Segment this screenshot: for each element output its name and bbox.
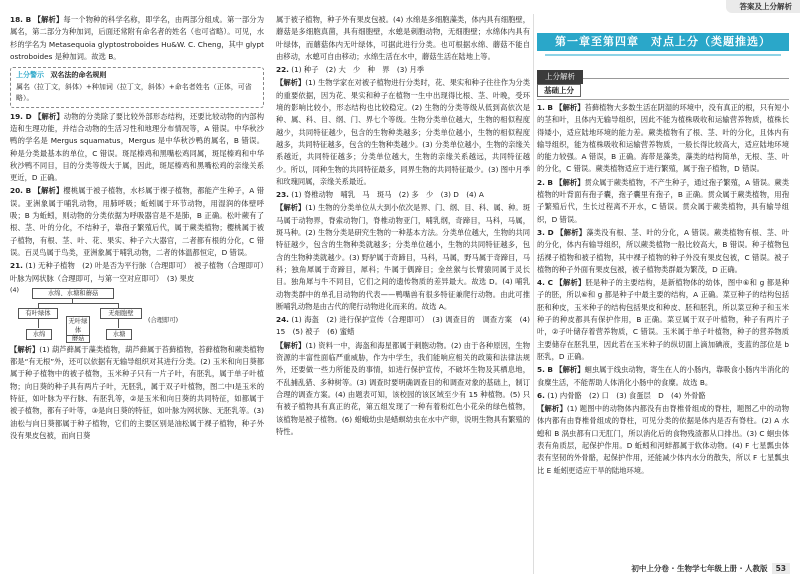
q24-tag: 【解析】 xyxy=(276,340,306,350)
q22-tag: 【解析】 xyxy=(276,78,306,88)
r-q2-number: 2. B xyxy=(537,177,553,187)
q24-number: 24. xyxy=(276,315,289,325)
diagram-label: (4) xyxy=(10,286,19,294)
column-left xyxy=(10,14,272,443)
q18 xyxy=(10,14,264,63)
r-q3-tag: 【解析】 xyxy=(556,227,587,237)
tip-title: 上分警示 xyxy=(16,71,44,80)
r-q4-number: 4. C xyxy=(537,278,553,288)
classification-diagram xyxy=(10,286,264,342)
q22-explanation xyxy=(276,77,530,188)
diagram-note: (合理即可) xyxy=(148,316,179,324)
r-q2-text: 贯众属于蕨类植物，不产生种子，通过孢子繁殖，A 错误。蕨类植物的叶背面有孢子囊，孢子囊里有孢子，B 正确。贯众属于蕨类植物，用孢子繁殖后代，生长过程离不开水，C 错误。贯众属于蕨类植物，具有输导组织，D 错误。 xyxy=(537,177,790,224)
q23-tag: 【解析】 xyxy=(276,203,306,213)
q24-explanation xyxy=(276,340,530,438)
q22-text: (1) 生物学家在对被子植物进行分类时，花、果实和种子往往作为分类的重要依据，因为花、果实和种子在植物一生中出现得比根、茎、叶晚，受环境的影响比较小，形态结构也比较稳定。(2) 生物的分类等级从低到高依次是种、属、科、目、纲、门、界七个等级。生物分类单位越大，生物的相似程度越少，共同特征越少，包含的生物种类越多；分类单位越小，生物的相似程度越多，共同特征越多，包含的生物种类越少。(3) 分类单位越小，生物的亲缘关系越近，共同特征越多；分类单位越大，生物的亲缘关系越远，共同特征越少。所以，同种生物的共同特征最多，同界生物的共同特征最少。(3) 图中月季和玫瑰同属，亲缘关系最近。 xyxy=(276,78,531,186)
q22-number: 22. xyxy=(276,65,289,75)
r-q1 xyxy=(537,102,789,176)
q22-answers xyxy=(276,64,530,76)
r-q6-answers xyxy=(537,390,789,402)
tip-box xyxy=(10,67,264,108)
q24-text: (1) 资料一中，海盔和海星都属于刺胞动物。(2) 由于各种原因，生物资源的丰富性面临严重威胁，作为中学生，我们能响应相关的政策和法律法规外，还要做一些力所能及的事情，如进行保护宣传，不破坏生物及其栖息地，不乱捕乱猎、多种树等。(3) 调查时要明确调查目的和调查对象的基础上，制订合理的调查方案。(4) 由题表可知，该校园的该区域至少有 15 种植物。(5) 只有被子植物具有真正的花，第五组发现了一种有着粉红色小花朵的绿色植物，该植物是被子植物。(6) 蜡蛾幼虫是蜡螟幼虫在水中产卵，说明生物具有繁殖的特性。 xyxy=(276,340,530,436)
q23-answer-text: (1) 脊椎动物 哺乳 马 斑马 (2) 多 少 (3) D (4) A xyxy=(291,190,484,200)
r-q3-text: 藻类没有根、茎、叶的分化，A 错误。蕨类植物有根、茎、叶的分化，体内有输导组织，所以蕨类植物一般比较高大，B 错误。种子植物包括裸子植物和被子植物，其中裸子植物的种子外没有果皮包被，C 错误。被子植物的种子外面有果皮包被，被子植物类群最为繁茂，D 正确。 xyxy=(537,227,789,274)
r-q1-tag: 【解析】 xyxy=(555,103,585,112)
q23-answers xyxy=(276,189,530,201)
footer-book: 初中上分卷 · 生物学七年级上册 · 人教版 xyxy=(631,564,768,573)
r-q6-explanation xyxy=(537,403,789,477)
q18-tag: 【解析】 xyxy=(33,15,64,24)
r-q2-tag: 【解析】 xyxy=(555,177,585,187)
q21-answer-text: (1) 无种子植物 (2) 叶是否为平行脉（合理即可） 被子植物（合理即可） 叶脉为网状脉（合理即可，与第一空对应即可） (3) 果皮 xyxy=(10,261,272,283)
r-q4-text: 胚是种子的主要结构，是新植物体的幼体，图中⑥和 g 都是种子的胚，所以⑥和 g 都是种子中最主要的结构，A 正确。菜豆种子的结构包括胚和种皮，玉米种子的结构包括果皮和种皮、胚和胚乳，所以菜豆种子和玉米种子的种皮都具有保护作用，B 正确。菜豆属于双子叶植物，种子有两片子叶，②子叶储存着营养物质，C 错误。玉米属于单子叶植物，种子的营养物质主要储存在胚乳里，因此若在玉米种子的纵切面上滴加碘液，变蓝的部位是 b 胚乳，D 正确。 xyxy=(537,278,790,361)
r-q5-text: 蛔虫属于线虫动物，寄生在人的小肠内，靠吸食小肠内半消化的食糜生活，不能帮助人体消化小肠中的食糜。故选 B。 xyxy=(537,365,790,387)
header-tag: 答案及上分解析 xyxy=(726,0,800,13)
q23-text: (1) 生物的分类单位从大到小依次是界、门、纲、目、科、属、种。斑马属于动物界，脊索动物门，脊椎动物亚门，哺乳纲，奇蹄目，马科，马属，斑马种。(2) 生物分类是研究生物的一种基本方法。分类单位越大，生物的共同特征越少，包含的生物种类就越多；分类单位越小，生物的共同特征越多，包含的生物种类就越少。(3) 野驴属于奇蹄目，马科，马属，野马属于奇蹄目，马科；独角犀属于奇蹄目，犀科；牛属于偶蹄目；金丝猴与长臂猿同属于灵长目。独角犀与牛不同目，它们之间的遗传物质的差异最大。故选 D。(4) 哺乳动物类群中的单孔目动物的代表——鸭嘴兽有很多特征兼爬行动物。由此可推断哺乳动物是由古代的爬行动物进化而来的。故选 A。 xyxy=(276,203,531,311)
diagram-connector xyxy=(38,318,39,328)
q18-text: 每一个物种的科学名称，即学名，由两部分组成。第一部分为属名，第二部分为种加词，后面还常附有命名者的姓名（也可省略）。可见，水杉的学名为 Metasequoia glyptostroboides Hu&W. C. Cheng，其中 glyptostroboides 是种加词。故选 B。 xyxy=(10,15,265,61)
q23-number: 23. xyxy=(276,190,289,200)
r-q5 xyxy=(537,364,789,389)
tip-title-row xyxy=(16,70,258,82)
r-q2 xyxy=(537,177,789,226)
section-tab-label: 上分解析 xyxy=(537,70,583,84)
r-q6-text: (1) 题图中的动物体内都没有由脊椎骨组成的脊柱，题图乙中的动物体内都有由脊椎骨组成的脊柱，可见分类的依据是体内是否有脊柱。(2) A 水螅和 B 涡虫都有口无肛门，所以消化后的食物残渣都从口排出。(3) C 蛔虫体表有角质层，起保护作用。D 蚯蚓和河蚌都属于软体动物。(4) F 七星瓢虫体表有坚韧的外骨骼，起保护作用，还能减少体内水分的散失，所以 F 七星瓢虫比 E 蚯蚓更适应干旱的陆地环境。 xyxy=(537,404,790,475)
tip-text: 属名（拉丁文，斜体）+种加词（拉丁文，斜体）+命名者姓名（正体，可省略）。 xyxy=(16,82,252,103)
q19-text: 动物的分类除了要比较外部形态结构，还要比较动物的内部构造和生理功能，并结合动物的生活习性和地理分布情况等，A 错误。中华秋沙鸭的学名是 Mergus squamatus，Mergus 是中华秋沙鸭的属名，B 错误。种是分类最基本的单位，C 错误。斑尾榛鸡和黑嘴松鸡同属，斑尾榛鸡和中华秋沙鸭不同目，目的分类等级大于属，因此，斑尾榛鸡和黑嘴松鸡的亲缘关系更近，D 正确。 xyxy=(10,111,265,183)
column-right xyxy=(537,82,789,478)
diagram-leaf-2: 蘑菇 xyxy=(66,335,90,343)
diagram-leaf-3: 水塘 xyxy=(106,329,132,340)
base-heading-row xyxy=(537,82,789,100)
q20-text: 樱桃属于被子植物，水杉属于裸子植物，都能产生种子，A 错误。亚洲象属于哺乳动物，用肺呼吸；蚯蚓属于环节动物，用湿润的体壁呼吸；B 为蚯蚓，则动物的分类依据为呼吸器官是不是肺，B 正确。松叶蕨有了根、茎、叶的分化，不结种子，靠孢子繁殖后代，属于蕨类植物；樱桃属于被子植物，有根、茎、叶、花、果实、种子六大器官，二者都有根的分化，C 错误。百灵鸟属于鸟类，亚洲象属于哺乳动物，二者的体温都恒定，D 错误。 xyxy=(10,186,265,257)
section-tab xyxy=(537,64,789,79)
q20-tag: 【解析】 xyxy=(33,186,64,196)
diagram-left: 有叶绿体 xyxy=(18,308,58,319)
diagram-root: 水绵、水塘和蘑菇 xyxy=(32,288,114,299)
q22-answer-text: (1) 种子 (2) 大 少 种 界 (3) 月季 xyxy=(291,65,425,75)
q19 xyxy=(10,111,264,185)
q21-explanation xyxy=(10,344,264,442)
q21-number: 21. xyxy=(10,261,23,271)
q19-number: 19. D xyxy=(10,111,32,121)
q21-text: (1) 葫芦藓属于藻类植物，葫芦藓属于苔藓植物，苔藓植物和蕨类植物都是“有无根”外，还可以依据有无输导组织对其进行分类。(2) 玉米和向日葵都属于种子植物中的被子植物，玉米种子只有一片子叶，有胚乳，属于单子叶植物；向日葵的种子具有两片子叶，无胚乳，属于双子叶植物，图二中Ⅰ是玉米的特征，如叶脉为平行脉、有胚乳等，②是玉米和向日葵的共同特征，如都属于被子植物，都有子叶等，③是向日葵的特征，如叶脉为网状脉、无胚乳等。(3) 油松与向日葵都属于种子植物，它们的主要区别是油松属于裸子植物，种子外没有果皮包被，而向日葵 xyxy=(10,344,265,440)
chapter-title: 第一章至第四章 对点上分（类题推选） xyxy=(537,33,789,51)
r-q6-number: 6. xyxy=(537,390,545,400)
r-q1-text: 苔藓植物大多数生活在阴湿的环境中，没有真正的根，只有短小的茎和叶，且体内无输导组织，因此不能为植株吸收和运输营养物质，植株长得矮小，适应陆地环境的能力差。蕨类植物有了根、茎、叶的分化，且体内有输导组织，能为植株吸收和运输营养物质，一般长得比较高大，适应陆地环境的能力较强。A 错误，B 正确。海带是藻类，藻类的结构简单，无根、茎、叶的分化，C 错误。蕨类植物适应于进行繁殖，属于孢子植物，D 错误。 xyxy=(537,103,790,174)
r-q4-tag: 【解析】 xyxy=(555,278,586,288)
r-q6-answer-text: (1) 内骨骼 (2) 口 (3) 食蛋层 D (4) 外骨骼 xyxy=(547,390,706,400)
column-middle xyxy=(276,14,530,439)
q21-tag: 【解析】 xyxy=(10,344,40,354)
q18-number: 18. B xyxy=(10,15,32,24)
q21-continued: 属于被子植物，种子外有果皮包被。(4) 水绵是多细胞藻类，体内具有细胞壁，蘑菇是多细胞真菌，具有细胞壁，水螅是刺胞动物，无细胞壁；水绵体内具有叶绿体，而蘑菇体内无叶绿体，可据此进行分类。也可根据水绵、蘑菇不能自由移动，水螅可自由移动；水绵生活在水中，蘑菇生活在陆地上等。 xyxy=(276,15,530,61)
r-q5-number: 5. B xyxy=(537,365,553,375)
q20 xyxy=(10,185,264,259)
q24-answers xyxy=(276,314,530,339)
r-q1-number: 1. B xyxy=(537,103,553,112)
q24-answer-text: (1) 海盔 (2) 进行保护宣传（合理即可） (3) 调查目的 调查方案 (4) 15 (5) 被子 (6) 蜜蜡 xyxy=(276,315,530,337)
q23-explanation xyxy=(276,202,530,313)
q19-tag: 【解析】 xyxy=(34,111,64,121)
page-number: 53 xyxy=(772,563,790,574)
r-q3-number: 3. D xyxy=(537,227,554,237)
r-q5-tag: 【解析】 xyxy=(555,365,585,375)
q21-answers xyxy=(10,260,272,285)
diagram-right: 无细胞壁 xyxy=(100,308,142,319)
r-q3 xyxy=(537,227,789,276)
r-q4 xyxy=(537,277,789,363)
diagram-mid: 无叶绿体 xyxy=(66,316,90,336)
diagram-connector xyxy=(118,318,119,328)
diagram-connector xyxy=(38,303,118,304)
r-q6-tag: 【解析】 xyxy=(537,404,567,414)
diagram-leaf-1: 水绵 xyxy=(26,329,52,340)
column-divider xyxy=(533,14,534,574)
base-heading: 基础上分 xyxy=(537,84,581,97)
tip-subtitle: 双名法的命名规则 xyxy=(50,71,107,80)
q20-number: 20. B xyxy=(10,186,32,196)
footer xyxy=(631,563,790,574)
